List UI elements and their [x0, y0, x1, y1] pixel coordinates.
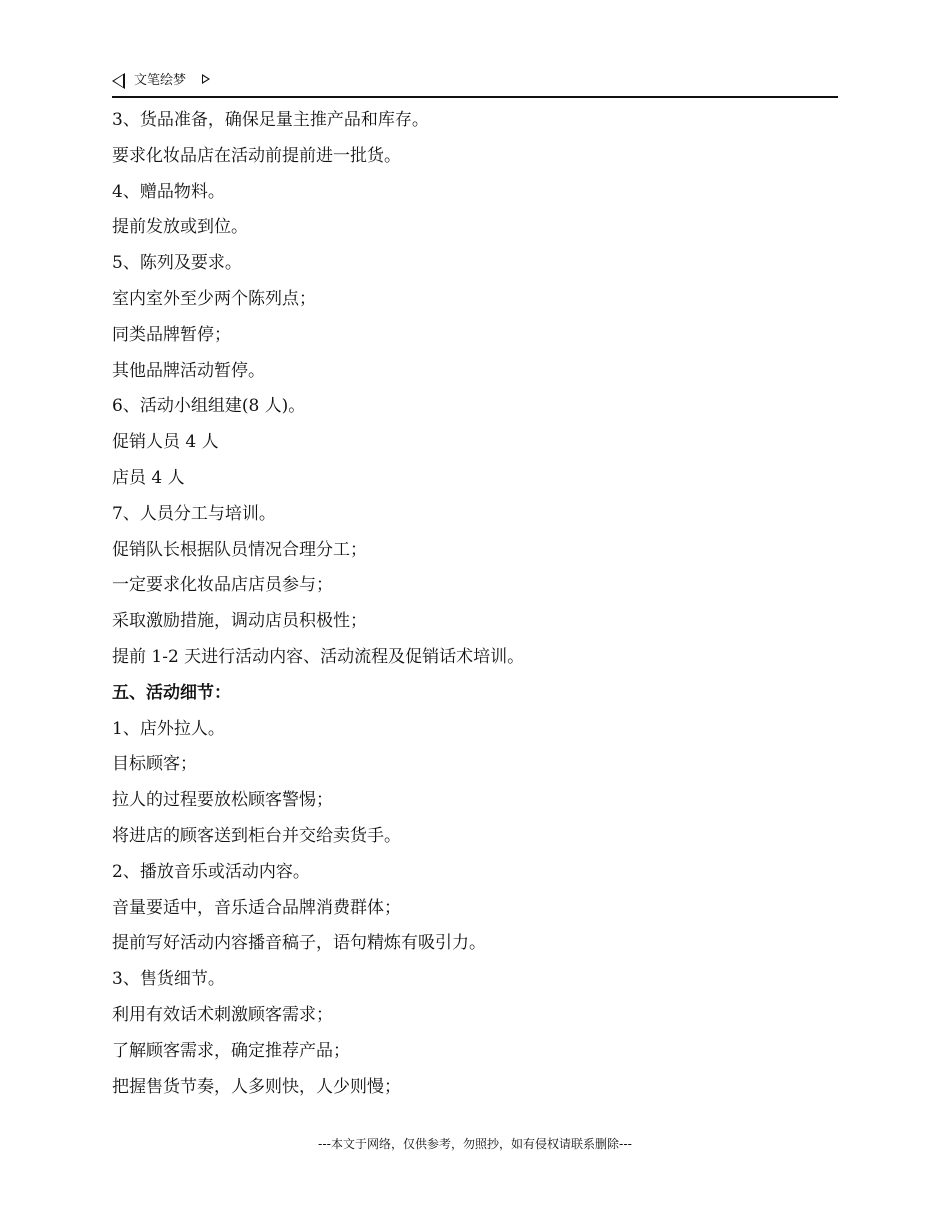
text-line: 1、店外拉人。	[112, 718, 225, 739]
text-line: 其他品牌活动暂停。	[112, 360, 265, 381]
triangle-right-icon	[202, 74, 210, 84]
text-line: 提前 1-2 天进行活动内容、活动流程及促销话术培训。	[112, 646, 525, 667]
text-line: 室内室外至少两个陈列点；	[112, 288, 316, 309]
section-heading: 五、活动细节：	[112, 682, 231, 703]
header-brand: 文笔绘梦	[134, 73, 187, 88]
text-line: 了解顾客需求，确定推荐产品；	[112, 1040, 350, 1061]
text-line: 6、活动小组组建(8 人)。	[112, 396, 306, 417]
text-line: 2、播放音乐或活动内容。	[112, 861, 310, 882]
text-line: 将进店的顾客送到柜台并交给卖货手。	[112, 825, 401, 846]
text-line: 5、陈列及要求。	[112, 253, 242, 274]
document-body	[112, 108, 838, 1110]
text-line: 店员 4 人	[112, 467, 185, 488]
text-line: 7、人员分工与培训。	[112, 503, 276, 524]
text-line: 利用有效话术刺激顾客需求；	[112, 1004, 333, 1025]
text-line: 3、货品准备，确保足量主推产品和库存。	[112, 110, 429, 130]
page-header	[112, 70, 838, 98]
text-line: 3、售货细节。	[112, 969, 225, 990]
text-line: 促销人员 4 人	[112, 432, 219, 453]
text-line: 拉人的过程要放松顾客警惕；	[112, 790, 333, 811]
text-line: 音量要适中，音乐适合品牌消费群体；	[112, 897, 401, 918]
triangle-left-icon	[112, 73, 125, 89]
page-footer: ---本文于网络，仅供参考，勿照抄，如有侵权请联系删除---	[318, 1137, 632, 1151]
text-line: 4、赠品物料。	[112, 181, 225, 202]
text-line: 要求化妆品店在活动前提前进一批货。	[112, 145, 401, 166]
text-line: 提前发放或到位。	[112, 217, 248, 238]
text-line: 目标顾客；	[112, 754, 197, 775]
text-line: 采取激励措施，调动店员积极性；	[112, 611, 367, 632]
text-line: 促销队长根据队员情况合理分工；	[112, 539, 367, 560]
text-line: 同类品牌暂停；	[112, 324, 231, 345]
text-line: 一定要求化妆品店店员参与；	[112, 575, 333, 596]
text-line: 提前写好活动内容播音稿子，语句精炼有吸引力。	[112, 933, 486, 954]
text-line: 把握售货节奏，人多则快，人少则慢；	[112, 1076, 401, 1097]
